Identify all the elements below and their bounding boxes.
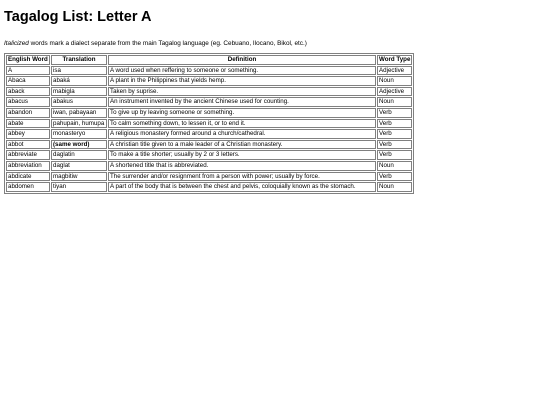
- table-header-row: [6, 55, 412, 65]
- cell-english: abandon: [6, 108, 50, 118]
- cell-word-type: Verb: [377, 119, 412, 129]
- cell-translation: pahupain, humupa: [51, 119, 107, 129]
- cell-translation: (same word): [51, 140, 107, 150]
- header-translation: Translation: [51, 55, 107, 65]
- table-row: [6, 66, 412, 76]
- cell-translation: isa: [51, 66, 107, 76]
- cell-translation: monasteryo: [51, 129, 107, 139]
- cell-word-type: Noun: [377, 97, 412, 107]
- cell-english: A: [6, 66, 50, 76]
- cell-english: abdicate: [6, 172, 50, 182]
- cell-translation: daglat: [51, 161, 107, 171]
- cell-translation: daglatin: [51, 150, 107, 160]
- cell-english: abbreviate: [6, 150, 50, 160]
- cell-definition: A word used when reffering to someone or something.: [108, 66, 376, 76]
- cell-english: abbot: [6, 140, 50, 150]
- cell-english: aback: [6, 87, 50, 97]
- cell-english: abdomen: [6, 182, 50, 192]
- table-row: [6, 87, 412, 97]
- cell-definition: To give up by leaving someone or something.: [108, 108, 376, 118]
- cell-definition: To calm something down, to lessen it, or to end it.: [108, 119, 376, 129]
- cell-definition: A religious monastery formed around a church/cathedral.: [108, 129, 376, 139]
- intro-italic-word: Italicized: [4, 40, 29, 47]
- header-english-word: English Word: [6, 55, 50, 65]
- cell-word-type: Verb: [377, 129, 412, 139]
- cell-word-type: Noun: [377, 182, 412, 192]
- header-word-type: Word Type: [379, 56, 411, 63]
- cell-translation: tiyan: [51, 182, 107, 192]
- cell-word-type: Noun: [377, 76, 412, 86]
- cell-definition: The surrender and/or resignment from a person with power; usually by force.: [108, 172, 376, 182]
- cell-word-type: Adjective: [377, 87, 412, 97]
- cell-english: abbey: [6, 129, 50, 139]
- cell-translation: abakus: [51, 97, 107, 107]
- table-row: [6, 172, 412, 182]
- cell-english: Abaca: [6, 76, 50, 86]
- cell-definition: To make a title shorter; usually by 2 or 3 letters.: [108, 150, 376, 160]
- cell-word-type: Verb: [377, 172, 412, 182]
- cell-word-type: Verb: [377, 108, 412, 118]
- table-row: [6, 140, 412, 150]
- cell-translation: magbitiw: [51, 172, 107, 182]
- cell-translation: iwan, pabayaan: [51, 108, 107, 118]
- cell-english: abate: [6, 119, 50, 129]
- cell-english: abbreviation: [6, 161, 50, 171]
- cell-definition: An instrument invented by the ancient Chinese used for counting.: [108, 97, 376, 107]
- header-definition: Definition: [108, 55, 376, 65]
- intro-rest: words mark a dialect separate from the main Tagalog language (eg. Cebuano, Ilocano, Bikol, etc.): [28, 40, 307, 47]
- cell-definition: A shortened title that is abbreviated.: [108, 161, 376, 171]
- cell-word-type: Verb: [377, 140, 412, 150]
- table-row: [6, 150, 412, 160]
- table-row: [6, 76, 412, 86]
- cell-word-type: Adjective: [377, 66, 412, 76]
- cell-definition: A plant in the Philippines that yields hemp.: [108, 76, 376, 86]
- cell-definition: Taken by suprise.: [108, 87, 376, 97]
- page-title: Tagalog List: Letter A: [4, 9, 152, 25]
- cell-translation: abaká: [51, 76, 107, 86]
- cell-word-type: Verb: [377, 150, 412, 160]
- table-row: [6, 108, 412, 118]
- page-content: [0, 0, 540, 194]
- intro-text: [4, 40, 536, 48]
- cell-definition: A part of the body that is between the chest and pelvis, coloquially known as the stomach.: [108, 182, 376, 192]
- cell-english: abacus: [6, 97, 50, 107]
- tagalog-word-table: [4, 53, 414, 194]
- cell-definition: A christian title given to a male leader of a Christian monastery.: [108, 140, 376, 150]
- table-row: [6, 161, 412, 171]
- cell-word-type: Noun: [377, 161, 412, 171]
- table-row: [6, 97, 412, 107]
- table-row: [6, 182, 412, 192]
- table-row: [6, 119, 412, 129]
- table-row: [6, 129, 412, 139]
- cell-translation: mabigla: [51, 87, 107, 97]
